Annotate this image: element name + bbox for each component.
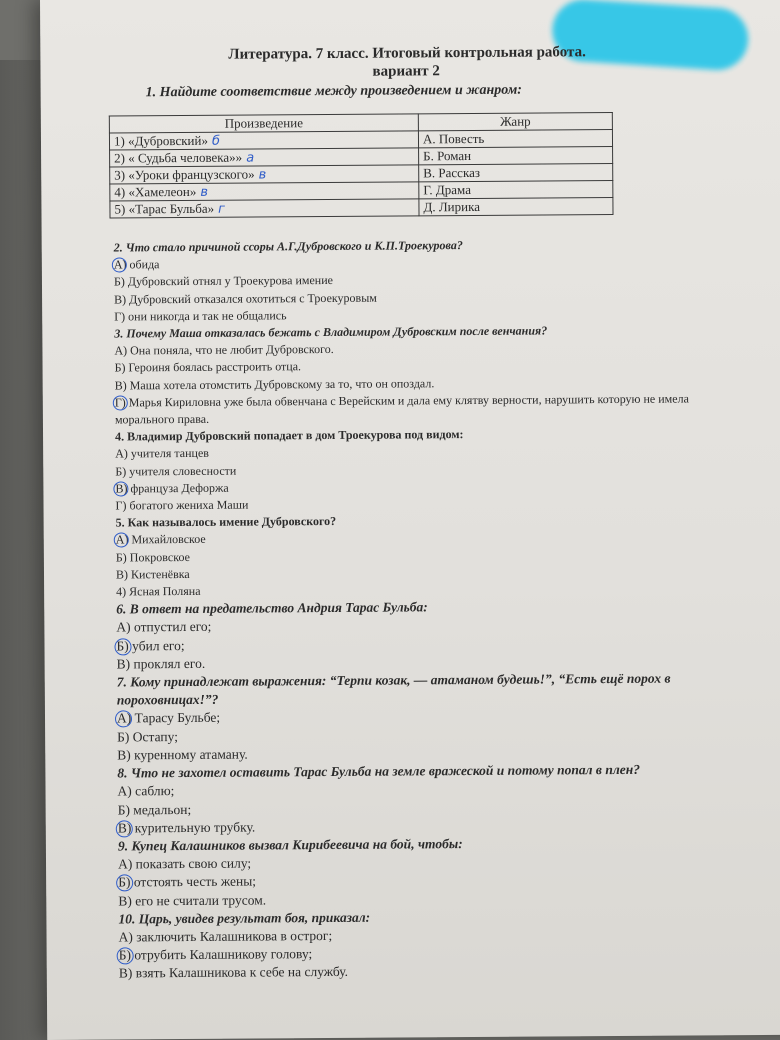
answer-circle-mark: [113, 395, 128, 410]
handwritten-answer: б: [211, 133, 221, 149]
handwritten-answer: в: [200, 184, 209, 200]
test-sheet: [40, 0, 780, 1040]
work-title: 4) «Хамелеон»: [114, 183, 197, 200]
answer-option: Б) отстоять честь жены;: [118, 869, 738, 892]
question-4-title: 4. Владимир Дубровский попадает в дом Троекурова под видом:: [115, 427, 464, 444]
answer-option: Б) убил его;: [116, 633, 736, 656]
page-title: Литература. 7 класс. Итоговый контрольная работа.: [228, 44, 586, 63]
answer-option: А) Тарасу Бульбе;: [117, 706, 737, 729]
answer-option: А) заключить Калашникова в острог;: [118, 927, 333, 945]
answer-option: А) учителя танцев: [115, 446, 209, 461]
work-title: 1) «Дубровский»: [113, 132, 208, 149]
answer-circle-mark: [113, 481, 128, 496]
question-1-title: 1. Найдите соответствие между произведением и жанром:: [145, 82, 522, 101]
header-genre: Жанр: [418, 113, 612, 131]
answer-option: Б) учителя словесности: [115, 463, 237, 479]
table-cell-work: [110, 148, 419, 167]
table-cell-work: [109, 131, 418, 150]
question-3-title: 3. Почему Маша отказалась бежать с Владимиром Дубровским после венчания?: [114, 323, 548, 341]
question-9-title: 9. Купец Калашников вызвал Кирибеевича на бой, чтобы:: [117, 835, 463, 854]
answer-option: Б) Покровское: [115, 549, 190, 565]
answer-option: В) курительную трубку.: [118, 815, 738, 838]
table-cell-genre: А. Повесть: [418, 130, 612, 148]
table-cell-work: [110, 199, 419, 218]
answer-option: Б) Остапу;: [117, 728, 178, 745]
work-title: 2) « Судьба человека»»: [114, 149, 243, 166]
answer-option: Б) Героиня боялась расстроить отца.: [114, 359, 302, 375]
answer-option: Б) медальон;: [117, 801, 192, 817]
answer-option: В) взять Калашникова к себе на службу.: [118, 964, 349, 981]
answer-option: Б) отрубить Калашникову голову;: [119, 942, 739, 965]
answer-circle-mark: [114, 638, 131, 655]
answer-option: А) показать свою силу;: [117, 855, 252, 872]
table-cell-genre: Г. Драма: [419, 181, 613, 199]
questions-large-section: [116, 596, 739, 983]
variant-label: вариант 2: [372, 63, 440, 80]
answer-option: А) отпустил его;: [116, 619, 212, 635]
answer-circle-mark: [116, 820, 133, 837]
answer-option: А) обида: [113, 257, 160, 272]
question-10-title: 10. Царь, увидев результат боя, приказал:: [118, 909, 371, 927]
answer-option: А) Михайловское: [115, 532, 206, 547]
table-row: [110, 198, 613, 219]
question-8-title: 8. Что не захотел оставить Тарас Бульба на земле вражеской и потому попал в плен?: [117, 761, 641, 781]
question-2-title: 2. Что стало причиной ссоры А.Г.Дубровского и К.П.Троекурова?: [113, 238, 463, 255]
answer-option: 4) Ясная Поляна: [116, 583, 201, 599]
answer-option: В) куренному атаману.: [117, 746, 248, 763]
answer-option: А) саблю;: [117, 783, 175, 799]
table-cell-genre: Д. Лирика: [419, 198, 613, 216]
answer-option: Г) Марья Кириловна уже была обвенчана с Верейским и дала ему клятву верности, нарушить которую не имела морального права.: [114, 391, 689, 427]
answer-option: А) Она поняла, что не любит Дубровского.: [114, 342, 334, 358]
match-table: [109, 112, 614, 219]
answer-option: В) Кистенёвка: [115, 566, 190, 582]
handwritten-answer: в: [258, 167, 267, 183]
handwritten-answer: а: [246, 150, 255, 166]
answer-option: В) проклял его.: [116, 655, 206, 672]
answer-option: Г) они никогда и так не общались: [114, 308, 287, 324]
question-7-title: 7. Кому принадлежат выражения: “Терпи козак, — атаманом будешь!”, “Есть ещё порох в пороховницах!”?: [116, 670, 671, 708]
table-cell-work: [110, 182, 419, 201]
answer-option: В) француза Дефоржа: [115, 480, 229, 496]
question-6-title: 6. В ответ на предательство Андрия Тарас Бульба:: [116, 599, 428, 617]
answer-option: В) Маша хотела отомстить Дубровскому за то, что он опоздал.: [114, 375, 435, 393]
table-cell-work: [110, 165, 419, 184]
answer-option: В) Дубровский отказался охотиться с Троекуровым: [114, 290, 377, 307]
question-5-title: 5. Как называлось имение Дубровского?: [115, 514, 337, 530]
answer-option: В) его не считали трусом.: [118, 891, 267, 908]
table-cell-genre: В. Рассказ: [419, 164, 613, 182]
answer-option: Б) Дубровский отнял у Троекурова имение: [113, 273, 333, 289]
header-work: Произведение: [109, 114, 418, 133]
table-cell-genre: Б. Роман: [419, 147, 613, 165]
work-title: 3) «Уроки французского»: [114, 166, 255, 183]
questions-list: [114, 235, 739, 983]
handwritten-answer: г: [218, 201, 226, 217]
work-title: 5) «Тарас Бульба»: [114, 200, 215, 217]
answer-option: Г) богатого жениха Маши: [115, 497, 249, 513]
